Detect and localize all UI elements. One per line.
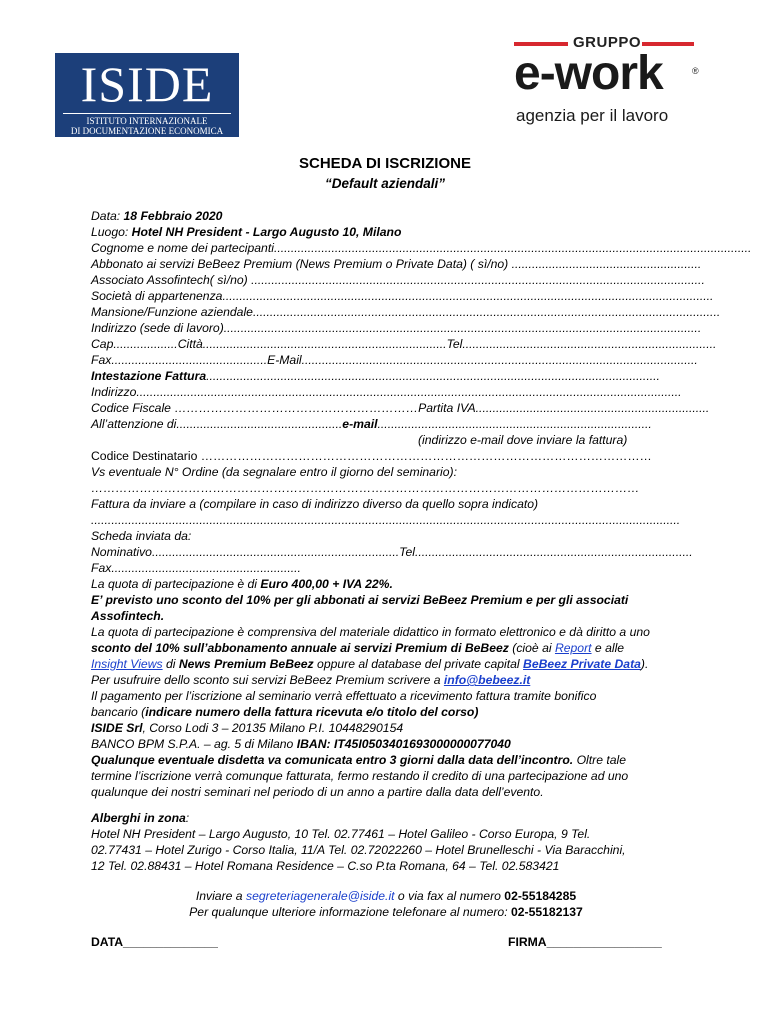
disdetta-line-3: qualunque dei nostri seminari nel periodo di un anno a partire dalla data dell’evento. (91, 785, 544, 799)
hotels-line-1: Hotel NH President – Largo Augusto, 10 Tel. 02.77461 – Hotel Galileo - Corso Europa, 9 Tel. (91, 827, 591, 841)
comp-line-2: sconto del 10% sull’abbonamento annuale ai servizi Premium di BeBeez (cioè ai Report e alle (91, 641, 625, 655)
insight-views-link[interactable]: Insight Views (91, 657, 163, 671)
comp-line-1: La quota di partecipazione è comprensiva del materiale didattico in formato elettronico e dà diritto a uno (91, 625, 650, 639)
firma-signature-field[interactable]: FIRMA_________________ (508, 935, 662, 949)
field-societa[interactable]: Società di appartenenza................................................................................................................................................. (91, 289, 714, 303)
private-data-link[interactable]: BeBeez Private Data (523, 657, 641, 671)
contact-line-2: Per qualunque ulteriore informazione telefonare al numero: 02-55182137 (189, 905, 583, 919)
hotels-line-3: 12 Tel. 02.88431 – Hotel Romana Residence – C.so P.ta Romana, 64 – Tel. 02.583421 (91, 859, 560, 873)
hotels-title: Alberghi in zona: (91, 811, 190, 825)
field-cap-citta-tel[interactable]: Cap...................Città........................................................................Tel........................................................................... (91, 337, 717, 351)
comp-line-3: Insight Views di News Premium BeBeez oppure al database del private capital BeBeez Private Data). (91, 657, 649, 671)
field-attenzione[interactable]: All’attenzione di.................................................e-mail................................................................................. (91, 417, 652, 431)
scheda-inviata-label: Scheda inviata da: (91, 529, 192, 543)
field-cf-piva[interactable]: Codice Fiscale ……………………………………………………Partita IVA..................................................................... (91, 401, 710, 415)
iside-mail-link[interactable]: segreteriagenerale@iside.it (245, 889, 395, 903)
sconto-line-2: Assofintech. (91, 609, 165, 623)
field-indirizzo[interactable]: Indirizzo (sede di lavoro)............................................................................................................................................. (91, 321, 702, 335)
iside-logo-line1: ISTITUTO INTERNAZIONALE (86, 116, 208, 126)
iside-logo-rule (63, 113, 231, 114)
report-link[interactable]: Report (554, 641, 592, 655)
field-ordine[interactable]: ……………………………………………………………………………………………………………………… (91, 481, 640, 495)
disdetta-line-2: termine l’iscrizione verrà comunque fatturata, fermo restando il credito di una partecipazione ad uno (91, 769, 629, 783)
field-nominativo-tel[interactable]: Nominativo.........................................................................Tel.................................................................................. (91, 545, 693, 559)
data-signature-field[interactable]: DATA______________ (91, 935, 218, 949)
field-abbonato[interactable]: Abbonato ai servizi BeBeez Premium (News Premium o Private Data) ( sì/no) ........................................................ (91, 257, 702, 271)
ework-red-bar-left (514, 42, 568, 46)
field-indirizzo-fattura[interactable]: Indirizzo................................................................................................................................................................. (91, 385, 682, 399)
field-fattura-altro[interactable]: .............................................................................................................................................................................. (91, 513, 681, 527)
page-title: SCHEDA DI ISCRIZIONE (299, 155, 471, 172)
data-line: Data: 18 Febbraio 2020 (91, 209, 223, 223)
field-cognome[interactable]: Cognome e nome dei partecipanti............................................................................................................................................. (91, 241, 752, 255)
quota-line: La quota di partecipazione è di Euro 400,00 + IVA 22%. (91, 577, 393, 591)
contact-line-1: Inviare a segreteriagenerale@iside.it o via fax al numero 02-55184285 (195, 889, 577, 903)
hotels-line-2: 02.77431 – Hotel Zurigo - Corso Italia, 11/A Tel. 02.72022260 – Hotel Brunelleschi - Via Baracchini, (91, 843, 626, 857)
ework-brand: e-work (514, 47, 663, 100)
field-mansione[interactable]: Mansione/Funzione aziendale.......................................................................................................................................... (91, 305, 721, 319)
page-subtitle: “Default aziendali” (324, 176, 446, 191)
ordine-label: Vs eventuale N° Ordine (da segnalare entro il giorno del seminario): (91, 465, 457, 479)
field-fax2[interactable]: Fax........................................................ (91, 561, 301, 575)
email-note: (indirizzo e-mail dove inviare la fattura) (418, 433, 628, 447)
field-associato[interactable]: Associato Assofintech( sì/no) ...................................................................................................................................... (91, 273, 705, 287)
usufruire-line: Per usufruire dello sconto sui servizi BeBeez Premium scrivere a info@bebeez.it (91, 673, 531, 687)
ework-tagline: agenzia per il lavoro (516, 106, 669, 125)
iside-logo (55, 53, 239, 137)
sconto-line-1: E’ previsto uno sconto del 10% per gli abbonati ai servizi BeBeez Premium e per gli associati (91, 593, 629, 607)
field-fax-email[interactable]: Fax..............................................E-Mail..................................................................................................................... (91, 353, 698, 367)
ework-red-bar-right (642, 42, 694, 46)
iside-logo-line2: DI DOCUMENTAZIONE ECONOMICA (70, 126, 224, 136)
ework-logo (514, 34, 704, 130)
luogo-line: Luogo: Hotel NH President - Largo Augusto 10, Milano (91, 225, 402, 239)
iside-logo-text: ISIDE (80, 56, 214, 112)
iside-address: ISIDE Srl, Corso Lodi 3 – 20135 Milano P.I. 10448290154 (91, 721, 404, 735)
banco-line: BANCO BPM S.P.A. – ag. 5 di Milano IBAN: IT45I0503401693000000077040 (91, 737, 511, 751)
pagamento-line-1: Il pagamento per l’iscrizione al seminario verrà effettuato a ricevimento fattura tramite bonifico (91, 689, 597, 703)
ework-gruppo: GRUPPO (573, 34, 642, 51)
ework-registered: ® (692, 66, 699, 76)
field-codice-destinatario[interactable]: Codice Destinatario ………………………………………………………………………………………………… (91, 449, 652, 463)
pagamento-line-2: bancario (indicare numero della fattura ricevuta e/o titolo del corso) (91, 705, 479, 719)
bebeez-mail-link[interactable]: info@bebeez.it (443, 673, 531, 687)
field-intestazione[interactable]: Intestazione Fattura...................................................................................................................................... (91, 369, 660, 383)
disdetta-line-1: Qualunque eventuale disdetta va comunicata entro 3 giorni dalla data dell’incontro. Oltre tale (91, 753, 627, 767)
fattura-altro-label: Fattura da inviare a (compilare in caso di indirizzo diverso da quello sopra indicato) (91, 497, 539, 511)
